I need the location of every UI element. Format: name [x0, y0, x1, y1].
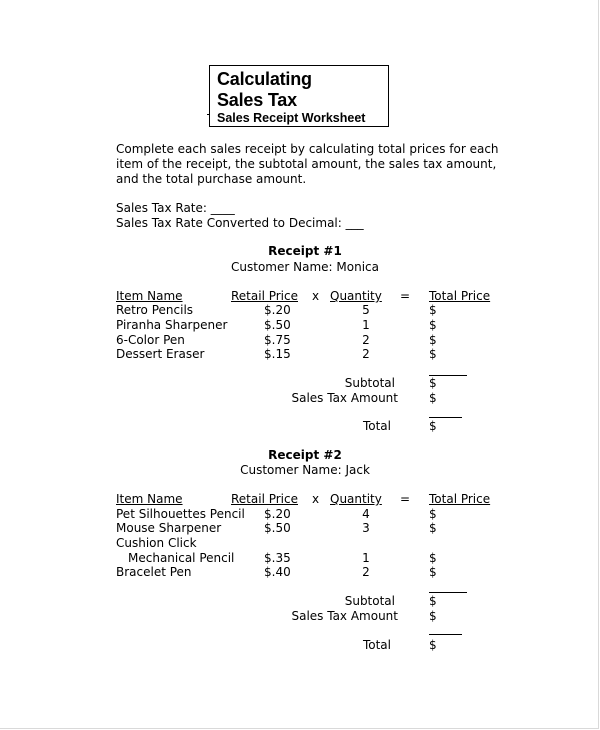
receipt-1-header-quantity: Quantity [330, 289, 382, 303]
receipt-1-item-quantity: 2 [362, 347, 370, 361]
receipt-2-item-price: $.35 [264, 551, 291, 565]
receipt-2-item-quantity: 2 [362, 565, 370, 579]
receipt-2-total-blank: $ [429, 638, 437, 652]
receipt-1-item-total-blank: $ [429, 333, 437, 347]
receipt-1-subtotal-blank: $ [429, 376, 437, 390]
instructions-line-1: Complete each sales receipt by calculating total prices for each [116, 142, 499, 156]
receipt-2-item-name: Mouse Sharpener [116, 521, 222, 535]
receipt-2-sales-tax-label: Sales Tax Amount [291, 609, 398, 623]
receipt-1-item-name: 6-Color Pen [116, 333, 185, 347]
title-line-1: Calculating [217, 69, 312, 89]
receipt-2-item-total-blank: $ [429, 565, 437, 579]
receipt-1-header-total: Total Price [429, 289, 491, 303]
tax-decimal-label: Sales Tax Rate Converted to Decimal: ___ [116, 216, 364, 230]
receipt-2-item-quantity: 1 [362, 551, 370, 565]
tax-rate-label: Sales Tax Rate: ____ [116, 201, 235, 215]
receipt-1-header-equals: = [400, 289, 411, 303]
receipt-2-header-total: Total Price [429, 492, 491, 506]
instructions-line-2: item of the receipt, the subtotal amount, the sales tax amount, [116, 157, 497, 171]
receipt-1-sales-tax-label: Sales Tax Amount [291, 391, 398, 405]
receipt-1-item-total-blank: $ [429, 318, 437, 332]
receipt-2-item-name: Bracelet Pen [116, 565, 192, 579]
receipt-2-header-times: x [312, 492, 320, 506]
receipt-2-item-total-blank: $ [429, 521, 437, 535]
instructions-line-3: and the total purchase amount. [116, 172, 307, 186]
receipt-2-sales-tax-blank: $ [429, 609, 437, 623]
receipt-1-item-quantity: 2 [362, 333, 370, 347]
receipt-1-item-price: $.50 [264, 318, 291, 332]
title-line-2: Sales Tax [217, 90, 297, 110]
receipt-2-item-price: $.40 [264, 565, 291, 579]
receipt-1-total-rule [429, 417, 462, 418]
receipt-2-subtotal-label: Subtotal [344, 594, 395, 608]
receipt-2-subtotal-rule [429, 592, 467, 593]
receipt-2-item-name: Pet Silhouettes Pencil [116, 507, 245, 521]
receipt-1-sales-tax-blank: $ [429, 391, 437, 405]
receipt-1-item-quantity: 1 [362, 318, 370, 332]
receipt-2-item-quantity: 3 [362, 521, 370, 535]
receipt-1-header-times: x [312, 289, 320, 303]
receipt-2-total-rule [429, 634, 462, 635]
receipt-2-item-name: Cushion Click [116, 536, 197, 550]
receipt-1-total-label: Total [362, 419, 391, 433]
receipt-1-item-name: Piranha Sharpener [116, 318, 228, 332]
receipt-1-header-price: Retail Price [231, 289, 298, 303]
receipt-1-item-total-blank: $ [429, 303, 437, 317]
receipt-1-item-price: $.20 [264, 303, 291, 317]
worksheet-subtitle: Sales Receipt Worksheet [217, 111, 366, 125]
receipt-2-item-total-blank: $ [429, 507, 437, 521]
receipt-1-item-name: Dessert Eraser [116, 347, 205, 361]
receipt-1-total-blank: $ [429, 419, 437, 433]
receipt-1-header-item: Item Name [116, 289, 183, 303]
receipt-2-item-price: $.20 [264, 507, 291, 521]
receipt-1-item-price: $.75 [264, 333, 291, 347]
receipt-1-subtotal-label: Subtotal [344, 376, 395, 390]
receipt-2-item-total-blank: $ [429, 551, 437, 565]
receipt-1-title: Receipt #1 [268, 244, 342, 258]
receipt-1-item-name: Retro Pencils [116, 303, 194, 317]
receipt-2-title: Receipt #2 [268, 448, 342, 462]
receipt-1-item-total-blank: $ [429, 347, 437, 361]
receipt-2-header-equals: = [400, 492, 411, 506]
receipt-2-total-label: Total [362, 638, 391, 652]
receipt-2-subtotal-blank: $ [429, 594, 437, 608]
receipt-1-item-price: $.15 [264, 347, 291, 361]
title-box [209, 65, 389, 127]
receipt-1-item-quantity: 5 [362, 303, 370, 317]
receipt-2-customer-name: Customer Name: Jack [240, 463, 370, 477]
receipt-2-item-quantity: 4 [362, 507, 370, 521]
title-tick-mark [207, 114, 209, 115]
receipt-2-header-item: Item Name [116, 492, 183, 506]
receipt-2-item-price: $.50 [264, 521, 291, 535]
receipt-2-header-quantity: Quantity [330, 492, 382, 506]
receipt-1-customer-name: Customer Name: Monica [231, 260, 379, 274]
receipt-2-header-price: Retail Price [231, 492, 298, 506]
receipt-2-item-name: Mechanical Pencil [128, 551, 235, 565]
